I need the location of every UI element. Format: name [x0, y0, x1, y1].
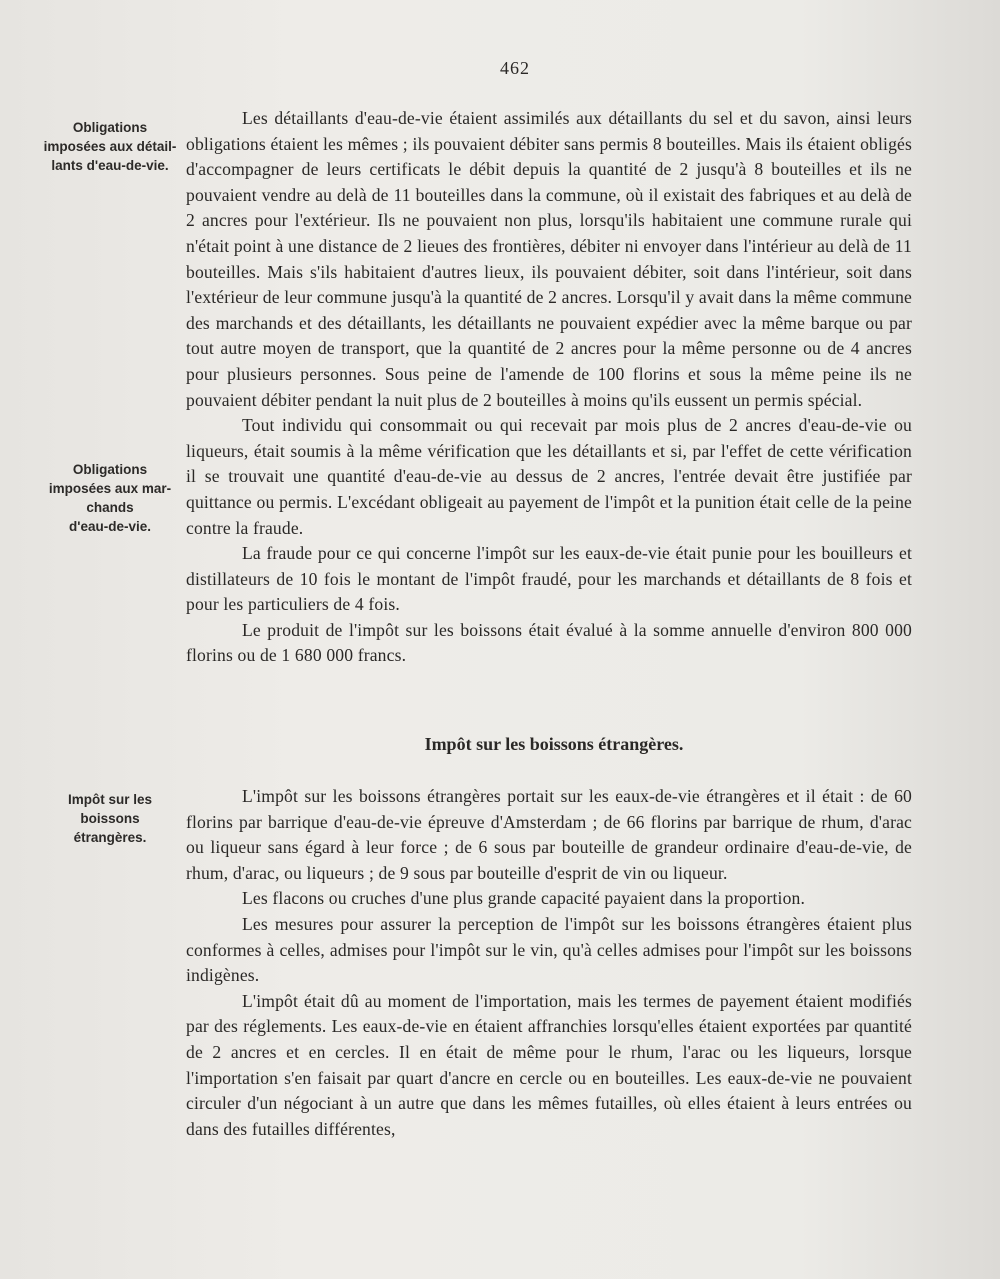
margin-note-line: étrangères.	[73, 830, 147, 845]
margin-note-line: Obligations	[72, 462, 148, 477]
section-2-text	[186, 784, 912, 1142]
paragraph: Tout individu qui consommait ou qui recevait par mois plus de 2 ancres d'eau-de-vie ou liqueurs, était soumis à la même vérification que les détaillants et si, par l'effet de cette vérification il se trouvait une quantité d'eau-de-vie au dessus de 2 ancres, l'entrée devait être justifiée par quittance ou permis. L'excédant obligeait au payement de l'impôt et la punition était celle de la peine contre la fraude.	[186, 415, 912, 538]
margin-note-line: imposées aux mar-	[48, 481, 172, 496]
margin-note-line: imposées aux détail-	[43, 139, 177, 154]
paragraph: Les détaillants d'eau-de-vie étaient assimilés aux détaillants du sel et du savon, ainsi leurs obligations étaient les mêmes ; ils pouvaient débiter sans permis 8 bouteilles. Mais ils étaient obligés d'accompagner de leurs certificats le débit depuis la quantité de 2 jusqu'à 8 bouteilles et ils ne pouvaient vendre au delà de 11 bouteilles dans la commune, où il existait des fabriques et au delà de 2 ancres pour l'extérieur. Ils ne pouvaient non plus, lorsqu'ils habitaient une commune rurale qui n'était point à une distance de 2 lieues des frontières, débiter ni envoyer dans l'intérieur au delà de 11 bouteilles. Mais s'ils habitaient d'autres lieux, ils pouvaient débiter, soit dans l'intérieur, soit dans l'extérieur de leur commune jusqu'à la quantité de 2 ancres. Lorsqu'il y avait dans la même commune des marchands et des détaillants, les détaillants ne pouvaient expédier avec la même barque ou par tout autre moyen de transport, que la quantité de 2 ancres pour la même personne ou de 4 ancres pour plusieurs personnes. Sous peine de l'amende de 100 florins et sous la même peine ils ne pouvaient débiter pendant la nuit plus de 2 bouteilles à moins qu'ils eussent un permis spécial.	[186, 108, 912, 410]
section-heading: Impôt sur les boissons étrangères.	[424, 734, 684, 754]
margin-note-line: d'eau-de-vie.	[69, 519, 151, 534]
margin-note-line: Impôt sur les	[67, 792, 153, 807]
paragraph: Le produit de l'impôt sur les boissons était évalué à la somme annuelle d'environ 800 000 florins ou de 1 680 000 francs.	[186, 619, 912, 666]
page-number: 462	[500, 58, 530, 78]
margin-note-line: boissons	[80, 811, 140, 826]
margin-note-impot-boissons	[40, 790, 180, 847]
section-1-text	[186, 106, 912, 669]
paragraph: L'impôt sur les boissons étrangères portait sur les eaux-de-vie étrangères et il était : de 60 florins par barrique d'eau-de-vie épreuve d'Amsterdam ; de 66 florins par barrique de rhum, d'arac ou liqueur sans égard à leur force ; de 6 sous par bouteille de grandeur ordinaire d'eau-de-vie, de rhum, d'arac, ou liqueurs ; de 9 sous par bouteille d'esprit de vin ou liqueur.	[186, 786, 912, 883]
margin-note-obligations-detaillants	[40, 118, 180, 175]
paragraph: La fraude pour ce qui concerne l'impôt sur les eaux-de-vie était punie pour les bouilleurs et distillateurs de 10 fois le montant de l'impôt fraudé, pour les marchands et détaillants de 8 fois et pour les particuliers de 4 fois.	[186, 543, 912, 615]
paragraph: Les mesures pour assurer la perception de l'impôt sur les boissons étrangères étaient plus conformes à celles, admises pour l'impôt sur le vin, qu'à celles admises pour l'impôt sur les boissons indigènes.	[186, 913, 912, 986]
paragraph: L'impôt était dû au moment de l'importation, mais les termes de payement étaient modifiés par des réglements. Les eaux-de-vie en étaient affranchies lorsqu'elles étaient exportées par quantité de 2 ancres et en cercles. Il en était de même pour le rhum, l'arac ou les liqueurs, lorsque l'importation s'en faisait par quart d'ancre en cercle ou en bouteilles. Les eaux-de-vie ne pouvaient circuler d'un négociant à un autre que dans les mêmes futailles, où elles étaient à leurs entrées ou dans des futailles différentes,	[186, 990, 912, 1139]
margin-note-obligations-marchands	[40, 460, 180, 536]
margin-note-line: Obligations	[72, 120, 148, 135]
margin-note-line: lants d'eau-de-vie.	[51, 158, 169, 173]
margin-note-line: chands	[86, 500, 134, 515]
paragraph: Les flacons ou cruches d'une plus grande capacité payaient dans la proportion.	[242, 888, 806, 909]
